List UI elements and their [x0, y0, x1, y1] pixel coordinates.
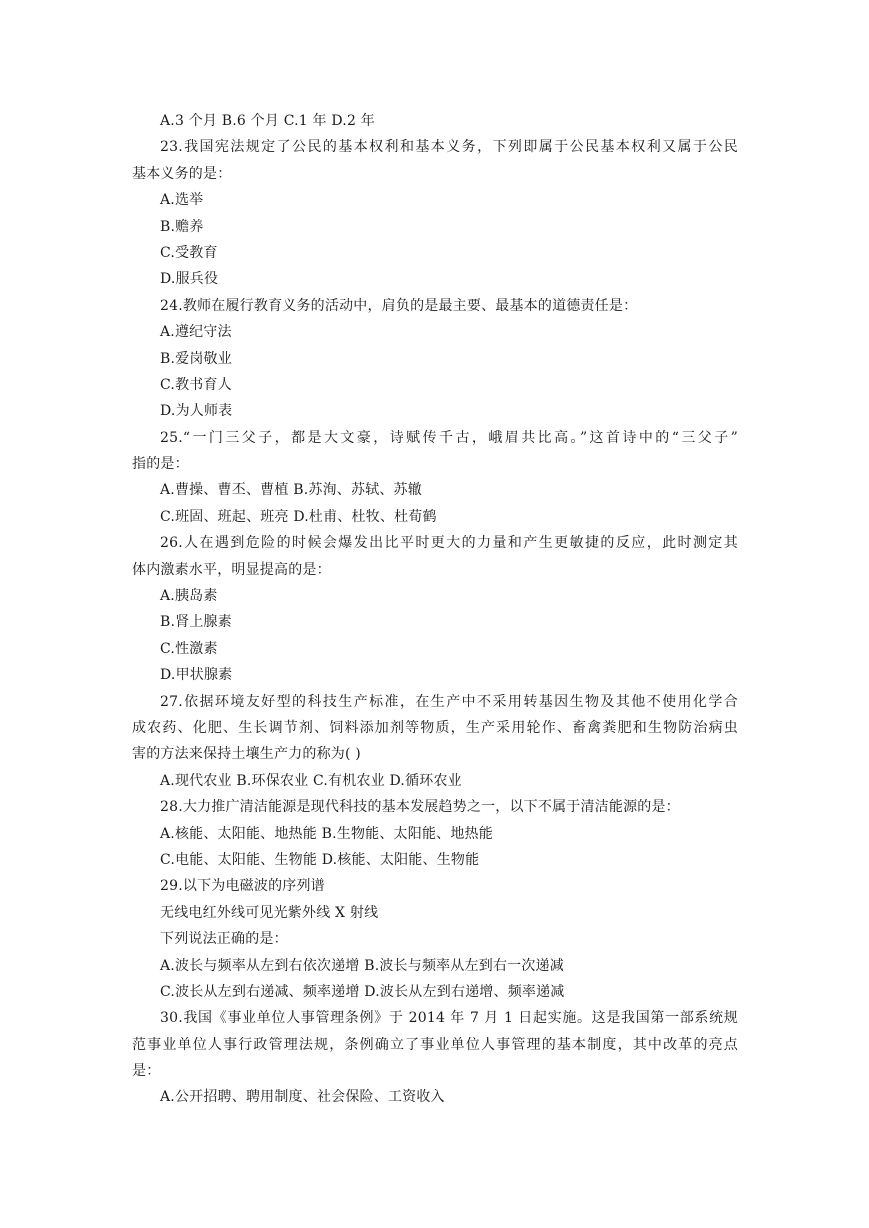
q26-option-a: A.胰岛素	[160, 588, 218, 605]
q23-stem-line-2: 基本义务的是：	[132, 165, 232, 182]
q29-prompt: 下列说法正确的是：	[160, 931, 288, 948]
q24-option-c: C.教书育人	[160, 376, 232, 393]
q25-options-ab: A.曹操、曹丕、曹植 B.苏洵、苏轼、苏辙	[160, 482, 422, 499]
q25-options-cd: C.班固、班起、班亮 D.杜甫、杜牧、杜荀鹤	[160, 508, 437, 525]
q28-options-ab: A.核能、太阳能、地热能 B.生物能、太阳能、地热能	[160, 825, 493, 842]
q29-spectrum: 无线电红外线可见光紫外线 X 射线	[160, 904, 379, 921]
document-body	[132, 108, 738, 1111]
q24-option-d: D.为人师表	[160, 403, 233, 420]
q27-stem-line-1: 27.依据环境友好型的科技生产标准，在生产中不采用转基因生物及其他不使用化学合	[160, 693, 738, 710]
q26-option-c: C.性激素	[160, 640, 218, 657]
q23-option-b: B.赡养	[160, 218, 204, 235]
q24-option-b: B.爱岗敬业	[160, 350, 232, 367]
q30-stem-line-2: 范事业单位人事行政管理法规，条例确立了事业单位人事管理的基本制度，其中改革的亮点	[132, 1036, 738, 1053]
q30-option-a: A.公开招聘、聘用制度、社会保险、工资收入	[160, 1089, 445, 1106]
q26-stem-line-1: 26.人在遇到危险的时候会爆发出比平时更大的力量和产生更敏捷的反应，此时测定其	[160, 535, 738, 552]
q26-option-d: D.甲状腺素	[160, 667, 233, 684]
q27-stem-line-2: 成农药、化肥、生长调节剂、饲料添加剂等物质，生产采用轮作、畜禽粪肥和生物防治病虫	[132, 719, 738, 736]
q25-stem-line-2: 指的是：	[132, 456, 189, 473]
q30-stem-line-3: 是：	[132, 1063, 161, 1080]
q27-stem-line-3: 害的方法来保持土壤生产力的称为( )	[132, 746, 361, 763]
q29-options-ab: A.波长与频率从左到右依次递增 B.波长与频率从左到右一次递减	[160, 957, 564, 974]
q29-options-cd: C.波长从左到右递减、频率递增 D.波长从左到右递增、频率递减	[160, 983, 565, 1000]
q27-options: A.现代农业 B.环保农业 C.有机农业 D.循环农业	[160, 772, 462, 789]
q29-stem: 29.以下为电磁波的序列谱	[160, 878, 325, 895]
q26-stem-line-2: 体内激素水平，明显提高的是：	[132, 561, 331, 578]
q23-option-c: C.受教育	[160, 244, 218, 261]
q28-stem: 28.大力推广清洁能源是现代科技的基本发展趋势之一，以下不属于清洁能源的是：	[160, 799, 680, 816]
q28-options-cd: C.电能、太阳能、生物能 D.核能、太阳能、生物能	[160, 851, 480, 868]
q25-stem-line-1: 25.“一门三父子，都是大文豪，诗赋传千古，峨眉共比高。”这首诗中的“三父子”	[160, 429, 738, 446]
q24-option-a: A.遵纪守法	[160, 324, 232, 341]
q24-stem: 24.教师在履行教育义务的活动中，肩负的是最主要、最基本的道德责任是：	[160, 297, 638, 314]
q23-option-a: A.选举	[160, 192, 204, 209]
q26-option-b: B.肾上腺素	[160, 614, 232, 631]
q23-option-d: D.服兵役	[160, 271, 219, 288]
q23-stem-line-1: 23.我国宪法规定了公民的基本权利和基本义务，下列即属于公民基本权利又属于公民	[160, 139, 738, 156]
q22-options: A.3 个月 B.6 个月 C.1 年 D.2 年	[160, 113, 375, 129]
q30-stem-line-1: 30.我国《事业单位人事管理条例》于 2014 年 7 月 1 日起实施。这是我国第一部系统规	[160, 1010, 738, 1027]
